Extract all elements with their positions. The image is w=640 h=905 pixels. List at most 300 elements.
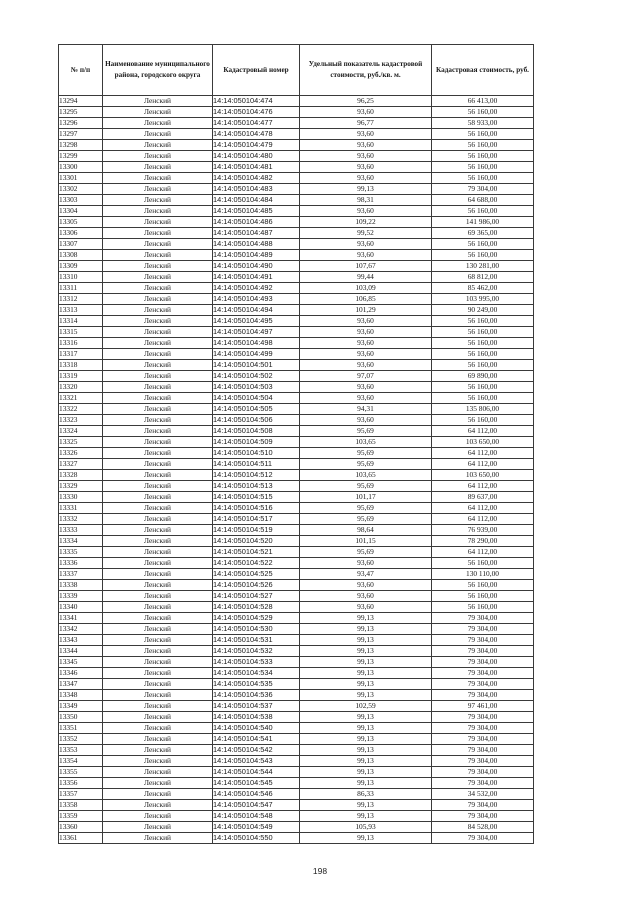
cell-district: Ленский [103,679,213,690]
cell-unit-cost: 93,60 [300,239,432,250]
cell-row-number: 13345 [59,657,103,668]
cell-unit-cost: 103,65 [300,470,432,481]
cell-cadastral-value: 79 304,00 [432,184,534,195]
cell-row-number: 13316 [59,338,103,349]
table-row [59,217,534,228]
cell-district: Ленский [103,239,213,250]
cell-cadastral-number: 14:14:050104:481 [213,162,300,173]
cell-unit-cost: 93,60 [300,327,432,338]
cell-unit-cost: 93,60 [300,382,432,393]
cell-unit-cost: 95,69 [300,481,432,492]
cell-district: Ленский [103,316,213,327]
cell-district: Ленский [103,811,213,822]
table-header-row [59,45,534,96]
cell-district: Ленский [103,283,213,294]
cell-cadastral-number: 14:14:050104:526 [213,580,300,591]
cell-unit-cost: 93,60 [300,393,432,404]
cell-row-number: 13349 [59,701,103,712]
cell-district: Ленский [103,668,213,679]
cell-unit-cost: 99,13 [300,734,432,745]
cell-district: Ленский [103,481,213,492]
table-row [59,305,534,316]
cell-row-number: 13307 [59,239,103,250]
cell-cadastral-value: 79 304,00 [432,745,534,756]
cell-cadastral-number: 14:14:050104:482 [213,173,300,184]
header-cadastral-value: Кадастровая стоимость, руб. [432,45,534,96]
table-row [59,723,534,734]
cell-cadastral-number: 14:14:050104:516 [213,503,300,514]
cell-cadastral-number: 14:14:050104:508 [213,426,300,437]
cell-row-number: 13356 [59,778,103,789]
cell-district: Ленский [103,734,213,745]
cell-cadastral-value: 56 160,00 [432,206,534,217]
cell-unit-cost: 102,59 [300,701,432,712]
cell-unit-cost: 101,15 [300,536,432,547]
header-cadastral-number: Кадастровый номер [213,45,300,96]
cell-row-number: 13319 [59,371,103,382]
cell-unit-cost: 95,69 [300,503,432,514]
cell-unit-cost: 99,13 [300,624,432,635]
cell-district: Ленский [103,492,213,503]
cell-cadastral-value: 56 160,00 [432,316,534,327]
cell-district: Ленский [103,305,213,316]
cell-unit-cost: 93,60 [300,206,432,217]
table-row [59,525,534,536]
table-row [59,129,534,140]
cell-cadastral-value: 130 281,00 [432,261,534,272]
cell-district: Ленский [103,778,213,789]
cell-row-number: 13295 [59,107,103,118]
cell-cadastral-value: 56 160,00 [432,107,534,118]
cell-district: Ленский [103,250,213,261]
cell-unit-cost: 95,69 [300,448,432,459]
cell-unit-cost: 99,13 [300,778,432,789]
cell-district: Ленский [103,118,213,129]
cell-cadastral-value: 64 112,00 [432,514,534,525]
cell-unit-cost: 94,31 [300,404,432,415]
cell-row-number: 13333 [59,525,103,536]
cell-cadastral-value: 79 304,00 [432,756,534,767]
cell-row-number: 13301 [59,173,103,184]
cell-district: Ленский [103,415,213,426]
table-row [59,481,534,492]
cell-unit-cost: 103,09 [300,283,432,294]
table-row [59,778,534,789]
cell-district: Ленский [103,591,213,602]
cell-unit-cost: 93,60 [300,250,432,261]
cell-district: Ленский [103,558,213,569]
cell-cadastral-value: 79 304,00 [432,767,534,778]
table-row [59,492,534,503]
cell-district: Ленский [103,371,213,382]
cell-cadastral-number: 14:14:050104:495 [213,316,300,327]
cell-cadastral-number: 14:14:050104:541 [213,734,300,745]
cell-row-number: 13305 [59,217,103,228]
cell-cadastral-value: 68 812,00 [432,272,534,283]
cell-cadastral-number: 14:14:050104:511 [213,459,300,470]
cell-row-number: 13344 [59,646,103,657]
cell-unit-cost: 99,13 [300,646,432,657]
table-row [59,448,534,459]
table-row [59,734,534,745]
table-row [59,558,534,569]
cell-cadastral-value: 69 365,00 [432,228,534,239]
cell-cadastral-value: 79 304,00 [432,723,534,734]
table-row [59,646,534,657]
table-row [59,151,534,162]
cell-unit-cost: 95,69 [300,514,432,525]
cell-row-number: 13348 [59,690,103,701]
cell-row-number: 13294 [59,96,103,107]
cell-district: Ленский [103,140,213,151]
cell-cadastral-value: 56 160,00 [432,129,534,140]
cell-unit-cost: 96,77 [300,118,432,129]
cell-unit-cost: 93,60 [300,129,432,140]
cell-cadastral-number: 14:14:050104:490 [213,261,300,272]
cell-row-number: 13315 [59,327,103,338]
cell-cadastral-value: 34 532,00 [432,789,534,800]
cell-unit-cost: 93,60 [300,140,432,151]
cell-row-number: 13346 [59,668,103,679]
cell-unit-cost: 103,65 [300,437,432,448]
cell-cadastral-number: 14:14:050104:522 [213,558,300,569]
cell-cadastral-number: 14:14:050104:498 [213,338,300,349]
cell-cadastral-number: 14:14:050104:499 [213,349,300,360]
cell-unit-cost: 106,85 [300,294,432,305]
cell-cadastral-number: 14:14:050104:509 [213,437,300,448]
cell-district: Ленский [103,448,213,459]
table-row [59,118,534,129]
cell-district: Ленский [103,184,213,195]
cell-row-number: 13298 [59,140,103,151]
cell-cadastral-number: 14:14:050104:537 [213,701,300,712]
cell-cadastral-number: 14:14:050104:536 [213,690,300,701]
table-row [59,261,534,272]
cell-district: Ленский [103,701,213,712]
cell-cadastral-number: 14:14:050104:501 [213,360,300,371]
cell-row-number: 13318 [59,360,103,371]
cell-row-number: 13357 [59,789,103,800]
cell-unit-cost: 99,13 [300,756,432,767]
cell-row-number: 13329 [59,481,103,492]
table-row [59,701,534,712]
cell-cadastral-value: 103 650,00 [432,470,534,481]
cell-district: Ленский [103,547,213,558]
cell-district: Ленский [103,459,213,470]
table-row [59,767,534,778]
cell-district: Ленский [103,294,213,305]
cell-district: Ленский [103,107,213,118]
cell-unit-cost: 93,60 [300,558,432,569]
cell-cadastral-number: 14:14:050104:519 [213,525,300,536]
cell-cadastral-number: 14:14:050104:480 [213,151,300,162]
cell-row-number: 13328 [59,470,103,481]
table-row [59,228,534,239]
cell-cadastral-value: 76 939,00 [432,525,534,536]
cell-cadastral-value: 56 160,00 [432,591,534,602]
cell-cadastral-number: 14:14:050104:491 [213,272,300,283]
cell-cadastral-value: 130 110,00 [432,569,534,580]
cell-unit-cost: 107,67 [300,261,432,272]
cell-unit-cost: 101,29 [300,305,432,316]
cell-unit-cost: 99,13 [300,833,432,844]
cell-cadastral-value: 79 304,00 [432,712,534,723]
cell-unit-cost: 99,13 [300,800,432,811]
cell-district: Ленский [103,767,213,778]
cell-cadastral-number: 14:14:050104:540 [213,723,300,734]
cell-cadastral-number: 14:14:050104:542 [213,745,300,756]
table-row [59,360,534,371]
cell-district: Ленский [103,657,213,668]
cell-cadastral-number: 14:14:050104:484 [213,195,300,206]
cell-district: Ленский [103,151,213,162]
cell-district: Ленский [103,228,213,239]
cell-cadastral-number: 14:14:050104:510 [213,448,300,459]
cell-unit-cost: 99,13 [300,679,432,690]
table-body [59,96,534,844]
cell-cadastral-number: 14:14:050104:548 [213,811,300,822]
cell-cadastral-number: 14:14:050104:550 [213,833,300,844]
cell-cadastral-value: 79 304,00 [432,646,534,657]
table-row [59,668,534,679]
table-row [59,239,534,250]
cell-cadastral-value: 64 688,00 [432,195,534,206]
cell-district: Ленский [103,789,213,800]
cell-cadastral-value: 56 160,00 [432,327,534,338]
cell-cadastral-value: 79 304,00 [432,778,534,789]
cell-district: Ленский [103,569,213,580]
cell-unit-cost: 93,47 [300,569,432,580]
cell-district: Ленский [103,712,213,723]
cell-district: Ленский [103,580,213,591]
cell-cadastral-value: 79 304,00 [432,734,534,745]
cell-cadastral-value: 97 461,00 [432,701,534,712]
cell-cadastral-value: 56 160,00 [432,162,534,173]
table-row [59,624,534,635]
cell-cadastral-number: 14:14:050104:535 [213,679,300,690]
cell-unit-cost: 86,33 [300,789,432,800]
cell-cadastral-value: 56 160,00 [432,151,534,162]
cell-cadastral-value: 84 528,00 [432,822,534,833]
table-row [59,690,534,701]
cell-cadastral-number: 14:14:050104:503 [213,382,300,393]
cell-cadastral-number: 14:14:050104:531 [213,635,300,646]
cell-cadastral-number: 14:14:050104:515 [213,492,300,503]
cell-unit-cost: 93,60 [300,349,432,360]
table-row [59,272,534,283]
cell-row-number: 13324 [59,426,103,437]
cell-district: Ленский [103,624,213,635]
cell-unit-cost: 99,13 [300,745,432,756]
cell-row-number: 13351 [59,723,103,734]
cell-cadastral-value: 79 304,00 [432,679,534,690]
cell-cadastral-value: 56 160,00 [432,360,534,371]
cell-row-number: 13304 [59,206,103,217]
cell-district: Ленский [103,217,213,228]
header-district: Наименование муниципального района, городского округа [103,45,213,96]
cell-cadastral-number: 14:14:050104:477 [213,118,300,129]
cell-district: Ленский [103,404,213,415]
cell-cadastral-value: 85 462,00 [432,283,534,294]
cell-unit-cost: 93,60 [300,580,432,591]
cell-cadastral-number: 14:14:050104:544 [213,767,300,778]
cell-cadastral-number: 14:14:050104:478 [213,129,300,140]
cell-unit-cost: 99,13 [300,657,432,668]
cell-cadastral-number: 14:14:050104:474 [213,96,300,107]
cell-unit-cost: 93,60 [300,360,432,371]
cell-unit-cost: 93,60 [300,316,432,327]
cell-district: Ленский [103,822,213,833]
table-row [59,657,534,668]
cell-row-number: 13321 [59,393,103,404]
cell-unit-cost: 95,69 [300,547,432,558]
table-row [59,250,534,261]
table-row [59,580,534,591]
cell-cadastral-number: 14:14:050104:525 [213,569,300,580]
cell-cadastral-value: 79 304,00 [432,635,534,646]
cell-cadastral-number: 14:14:050104:497 [213,327,300,338]
cell-district: Ленский [103,382,213,393]
table-row [59,459,534,470]
cell-unit-cost: 93,60 [300,151,432,162]
cell-row-number: 13342 [59,624,103,635]
cell-cadastral-value: 56 160,00 [432,393,534,404]
cell-cadastral-number: 14:14:050104:487 [213,228,300,239]
cell-unit-cost: 93,60 [300,173,432,184]
table-row [59,602,534,613]
table-row [59,415,534,426]
cell-cadastral-value: 79 304,00 [432,690,534,701]
table-row [59,514,534,525]
cell-district: Ленский [103,756,213,767]
cell-cadastral-number: 14:14:050104:493 [213,294,300,305]
cell-cadastral-number: 14:14:050104:520 [213,536,300,547]
table-row [59,833,534,844]
cell-row-number: 13299 [59,151,103,162]
cell-district: Ленский [103,393,213,404]
cell-row-number: 13308 [59,250,103,261]
cell-cadastral-number: 14:14:050104:529 [213,613,300,624]
cell-row-number: 13317 [59,349,103,360]
cell-cadastral-value: 135 806,00 [432,404,534,415]
cell-row-number: 13313 [59,305,103,316]
cell-row-number: 13341 [59,613,103,624]
table-row [59,349,534,360]
cell-cadastral-value: 56 160,00 [432,415,534,426]
cell-cadastral-value: 56 160,00 [432,558,534,569]
table-row [59,547,534,558]
cell-cadastral-number: 14:14:050104:530 [213,624,300,635]
table-row [59,140,534,151]
cell-cadastral-number: 14:14:050104:521 [213,547,300,558]
cell-cadastral-value: 103 995,00 [432,294,534,305]
cell-district: Ленский [103,690,213,701]
cell-row-number: 13322 [59,404,103,415]
cell-cadastral-value: 64 112,00 [432,448,534,459]
cell-unit-cost: 93,60 [300,107,432,118]
cell-row-number: 13314 [59,316,103,327]
cell-row-number: 13335 [59,547,103,558]
cell-cadastral-value: 56 160,00 [432,580,534,591]
cell-cadastral-value: 79 304,00 [432,613,534,624]
cell-district: Ленский [103,96,213,107]
cell-cadastral-value: 64 112,00 [432,426,534,437]
cell-row-number: 13311 [59,283,103,294]
cell-unit-cost: 99,13 [300,184,432,195]
cell-cadastral-value: 56 160,00 [432,173,534,184]
cell-unit-cost: 109,22 [300,217,432,228]
cell-district: Ленский [103,206,213,217]
cell-row-number: 13338 [59,580,103,591]
cell-unit-cost: 93,60 [300,415,432,426]
table-row [59,789,534,800]
table-row [59,393,534,404]
table-row [59,338,534,349]
cell-cadastral-value: 79 304,00 [432,624,534,635]
cell-district: Ленский [103,514,213,525]
cell-cadastral-number: 14:14:050104:483 [213,184,300,195]
cell-cadastral-value: 64 112,00 [432,481,534,492]
cell-cadastral-number: 14:14:050104:545 [213,778,300,789]
cell-cadastral-value: 56 160,00 [432,602,534,613]
cell-row-number: 13353 [59,745,103,756]
cell-unit-cost: 99,13 [300,712,432,723]
cell-district: Ленский [103,536,213,547]
cell-row-number: 13320 [59,382,103,393]
cell-unit-cost: 101,17 [300,492,432,503]
cell-unit-cost: 99,52 [300,228,432,239]
cell-unit-cost: 99,13 [300,723,432,734]
cell-row-number: 13297 [59,129,103,140]
cell-row-number: 13325 [59,437,103,448]
cell-row-number: 13331 [59,503,103,514]
table-row [59,371,534,382]
cell-district: Ленский [103,613,213,624]
cell-row-number: 13354 [59,756,103,767]
cell-unit-cost: 98,31 [300,195,432,206]
cell-unit-cost: 96,25 [300,96,432,107]
table-row [59,107,534,118]
cell-row-number: 13340 [59,602,103,613]
cell-cadastral-number: 14:14:050104:492 [213,283,300,294]
cell-row-number: 13334 [59,536,103,547]
cell-row-number: 13303 [59,195,103,206]
cell-cadastral-value: 56 160,00 [432,239,534,250]
cell-district: Ленский [103,437,213,448]
header-unit-cost: Удельный показатель кадастровой стоимости, руб./кв. м. [300,45,432,96]
cell-cadastral-number: 14:14:050104:527 [213,591,300,602]
cell-cadastral-value: 141 986,00 [432,217,534,228]
cell-district: Ленский [103,129,213,140]
cell-district: Ленский [103,635,213,646]
cell-row-number: 13296 [59,118,103,129]
cell-cadastral-number: 14:14:050104:502 [213,371,300,382]
table-row [59,712,534,723]
cell-cadastral-number: 14:14:050104:494 [213,305,300,316]
table-row [59,316,534,327]
cell-cadastral-number: 14:14:050104:528 [213,602,300,613]
cell-cadastral-value: 64 112,00 [432,503,534,514]
cell-cadastral-number: 14:14:050104:479 [213,140,300,151]
table-row [59,437,534,448]
cell-cadastral-number: 14:14:050104:538 [213,712,300,723]
cell-district: Ленский [103,833,213,844]
cell-cadastral-value: 89 637,00 [432,492,534,503]
cell-district: Ленский [103,525,213,536]
cell-cadastral-number: 14:14:050104:489 [213,250,300,261]
table-row [59,536,534,547]
cell-unit-cost: 93,60 [300,162,432,173]
